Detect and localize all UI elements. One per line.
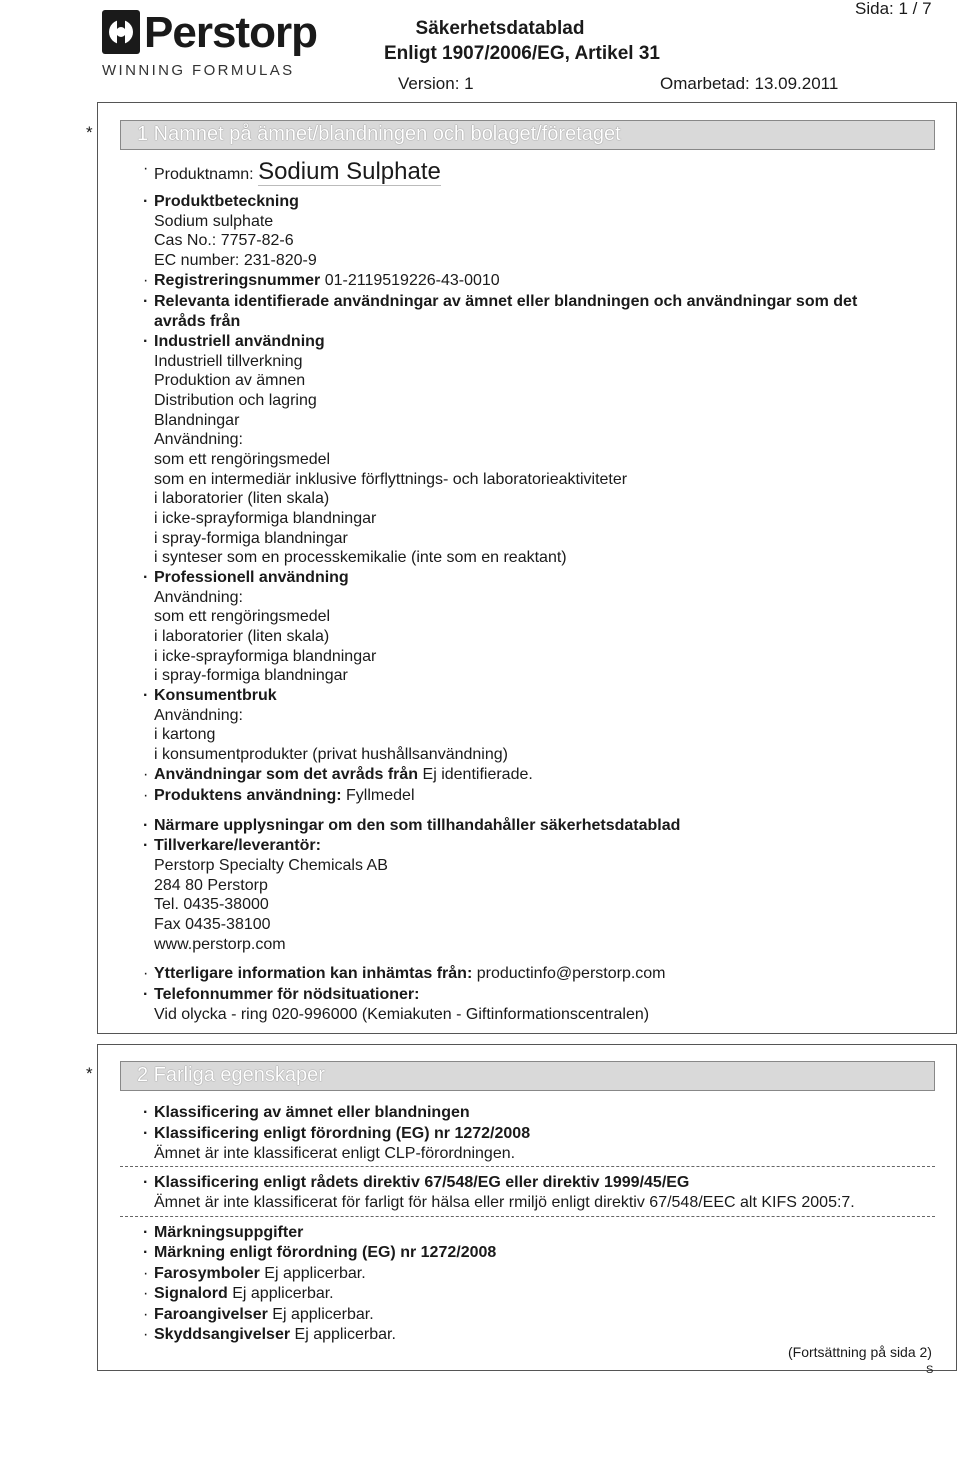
change-marker: * <box>86 1064 93 1083</box>
signal-word-label: Signalord <box>154 1285 228 1302</box>
hazard-statements-row: · Faroangivelser Ej applicerbar. <box>143 1306 374 1323</box>
registration-label: Registreringsnummer <box>154 272 321 289</box>
professional-line: i spray-formiga blandningar <box>154 667 348 684</box>
product-name-label: Produktnamn: <box>154 166 254 183</box>
product-name-value: Sodium Sulphate <box>258 158 441 185</box>
advised-against-label: Användningar som det avråds från <box>154 766 419 783</box>
manufacturer-line: 284 80 Perstorp <box>154 877 268 894</box>
marking-eg-label: · Märkning enligt förordning (EG) nr 1272/2008 <box>143 1244 497 1261</box>
precautionary-row: · Skyddsangivelser Ej applicerbar. <box>143 1326 396 1343</box>
professional-line: Användning: <box>154 589 243 606</box>
industrial-line: Distribution och lagring <box>154 392 317 409</box>
product-name-row: · Produktnamn: Sodium Sulphate <box>143 158 441 185</box>
more-info-row: · Ytterligare information kan inhämtas från: productinfo@perstorp.com <box>143 965 666 982</box>
manufacturer-line: Fax 0435-38100 <box>154 916 271 933</box>
industrial-line: i synteser som en processkemikalie (inte som en reaktant) <box>154 549 567 566</box>
continued-note: (Fortsättning på sida 2) <box>788 1344 932 1360</box>
emergency-label: · Telefonnummer för nödsituationer: <box>143 986 420 1003</box>
manufacturer-line: Tel. 0435-38000 <box>154 896 269 913</box>
designation-line: Sodium sulphate <box>154 213 274 230</box>
professional-line: i laboratorier (liten skala) <box>154 628 330 645</box>
professional-line: i icke-sprayformiga blandningar <box>154 648 377 665</box>
precautionary-label: Skyddsangivelser <box>154 1326 291 1343</box>
footer-mark: S <box>926 1364 934 1376</box>
logo-wordmark: Perstorp <box>144 8 317 57</box>
designation-label: · Produktbeteckning <box>143 193 299 210</box>
industrial-line: som en intermediär inklusive förflyttnings- och laboratorieaktiviteter <box>154 471 628 488</box>
advised-against-row: · Användningar som det avråds från Ej identifierade. <box>143 766 533 783</box>
uses-label: · Relevanta identifierade användningar av ämnet eller blandningen och användningar som det <box>143 293 858 310</box>
industrial-line: Produktion av ämnen <box>154 372 306 389</box>
consumer-line: i kartong <box>154 726 216 743</box>
classification-label: · Klassificering av ämnet eller blandningen <box>143 1104 470 1121</box>
designation-line: EC number: 231-820-9 <box>154 252 317 269</box>
industrial-label: · Industriell användning <box>143 333 325 350</box>
document-title: Säkerhetsdatablad <box>415 18 585 39</box>
revised-date: Omarbetad: 13.09.2011 <box>660 74 839 93</box>
designation-line: Cas No.: 7757-82-6 <box>154 232 294 249</box>
industrial-line: i laboratorier (liten skala) <box>154 490 330 507</box>
industrial-line: Industriell tillverkning <box>154 353 303 370</box>
precautionary-value: Ej applicerbar. <box>294 1326 396 1343</box>
hazard-symbols-value: Ej applicerbar. <box>264 1265 366 1282</box>
industrial-line: som ett rengöringsmedel <box>154 451 331 468</box>
registration-value: 01-2119519226-43-0010 <box>324 272 500 289</box>
version-label: Version: 1 <box>398 74 474 93</box>
advised-against-value: Ej identifierade. <box>422 766 533 783</box>
website-link[interactable]: www.perstorp.com <box>154 936 286 953</box>
section-2-heading: 2 Farliga egenskaper <box>120 1061 935 1091</box>
consumer-label: · Konsumentbruk <box>143 687 277 704</box>
perstorp-logo <box>100 8 317 80</box>
classification-directive-label: · Klassificering enligt rådets direktiv 67/548/EG eller direktiv 1999/45/EG <box>143 1174 690 1191</box>
logo-tagline: WINNING FORMULAS <box>102 62 295 79</box>
consumer-line: Användning: <box>154 707 243 724</box>
manufacturer-line: Perstorp Specialty Chemicals AB <box>154 857 388 874</box>
classification-directive-value: Ämnet är inte klassificerat för farligt för hälsa eller rmiljö enligt direktiv 67/548/EEC alt KIFS 2005:7. <box>154 1194 855 1211</box>
product-use-row: · Produktens användning: Fyllmedel <box>143 787 415 804</box>
hazard-symbols-row: · Farosymboler Ej applicerbar. <box>143 1265 366 1282</box>
classification-eg-label: · Klassificering enligt förordning (EG) nr 1272/2008 <box>143 1125 531 1142</box>
divider <box>120 1166 935 1167</box>
hazard-statements-value: Ej applicerbar. <box>272 1306 374 1323</box>
divider <box>120 1216 935 1217</box>
perstorp-logo-icon <box>102 10 140 54</box>
industrial-line: Blandningar <box>154 412 240 429</box>
hazard-statements-label: Faroangivelser <box>154 1306 268 1323</box>
hazard-symbols-label: Farosymboler <box>154 1265 260 1282</box>
manufacturer-label: · Tillverkare/leverantör: <box>143 837 321 854</box>
professional-line: som ett rengöringsmedel <box>154 608 331 625</box>
signal-word-row: · Signalord Ej applicerbar. <box>143 1285 334 1302</box>
product-use-label: Produktens användning: <box>154 787 342 804</box>
industrial-line: Användning: <box>154 431 243 448</box>
registration-row: · Registreringsnummer 01-2119519226-43-0010 <box>143 272 500 289</box>
classification-eg-value: Ämnet är inte klassificerat enligt CLP-förordningen. <box>154 1145 516 1162</box>
industrial-line: i spray-formiga blandningar <box>154 530 348 547</box>
contact-email-link[interactable]: productinfo@perstorp.com <box>476 965 666 982</box>
marking-label: · Märkningsuppgifter <box>143 1224 304 1241</box>
uses-label-cont: avråds från <box>154 313 241 330</box>
industrial-line: i icke-sprayformiga blandningar <box>154 510 377 527</box>
signal-word-value: Ej applicerbar. <box>232 1285 334 1302</box>
document-subtitle: Enligt 1907/2006/EG, Artikel 31 <box>384 43 660 64</box>
section-1-heading: 1 Namnet på ämnet/blandningen och bolaget/företaget <box>120 120 935 150</box>
page-number: Sida: 1 / 7 <box>855 0 932 18</box>
product-use-value: Fyllmedel <box>346 787 415 804</box>
supplier-info-label: · Närmare upplysningar om den som tillhandahåller säkerhetsdatablad <box>143 817 681 834</box>
change-marker: * <box>86 123 93 142</box>
consumer-line: i konsumentprodukter (privat hushållsanvändning) <box>154 746 508 763</box>
professional-label: · Professionell användning <box>143 569 349 586</box>
more-info-label: Ytterligare information kan inhämtas från: <box>154 965 473 982</box>
emergency-value: Vid olycka - ring 020-996000 (Kemiakuten - Giftinformationscentralen) <box>154 1006 650 1023</box>
